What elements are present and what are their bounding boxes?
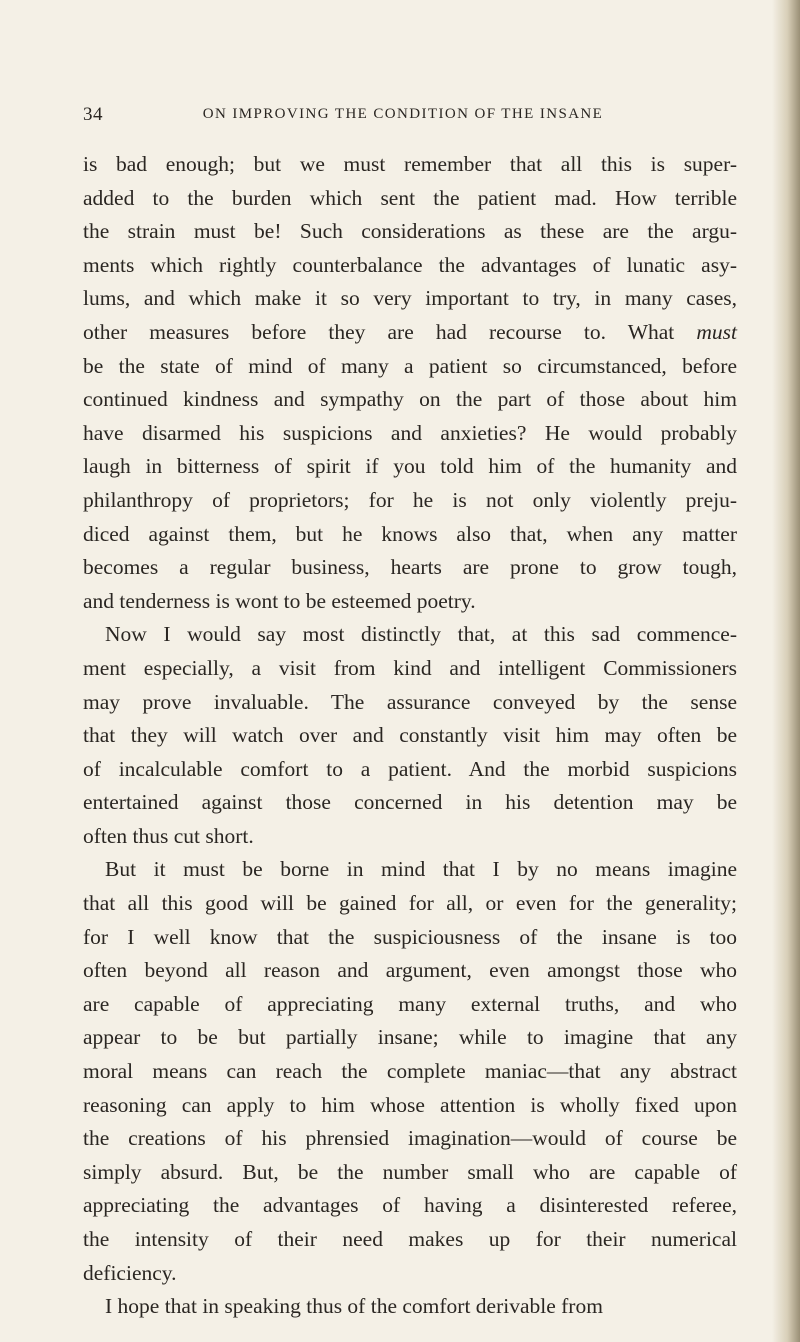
text-line: are capable of appreciating many external truths, and who (83, 991, 737, 1016)
text-line: that all this good will be gained for all, or even for the generality; (83, 891, 737, 916)
text-line: is bad enough; but we must remember that all this is super- (83, 152, 737, 176)
text-line: for I well know that the suspiciousness of the insane is too (83, 924, 737, 949)
text-line: added to the burden which sent the patient mad. How terrible (83, 185, 737, 210)
text-line: other measures before they are had recourse to. What must (83, 319, 737, 344)
text-line: becomes a regular business, hearts are prone to grow tough, (83, 555, 737, 580)
page-number: 34 (83, 104, 103, 125)
page-header (83, 104, 723, 128)
text-line: the strain must be! Such considerations as these are the argu- (83, 219, 737, 244)
text-line: appreciating the advantages of having a disinterested referee, (83, 1193, 737, 1218)
body-text (83, 148, 737, 1324)
text-line: have disarmed his suspicions and anxieties? He would probably (83, 420, 737, 445)
text-line: But it must be borne in mind that I by no means imagine (105, 857, 737, 882)
text-line: Now I would say most distinctly that, at this sad commence- (105, 622, 737, 647)
text-line: diced against them, but he knows also that, when any matter (83, 521, 737, 546)
text-line: simply absurd. But, be the number small who are capable of (83, 1159, 737, 1184)
text-line: and tenderness is wont to be esteemed poetry. (83, 588, 476, 613)
text-line: may prove invaluable. The assurance conveyed by the sense (83, 689, 737, 714)
text-line: moral means can reach the complete maniac—that any abstract (83, 1059, 737, 1084)
text-line: be the state of mind of many a patient so circumstanced, before (83, 353, 737, 378)
text-line: continued kindness and sympathy on the part of those about him (83, 387, 737, 412)
text-line: deficiency. (83, 1260, 177, 1285)
text-line: of incalculable comfort to a patient. And the morbid suspicions (83, 756, 737, 781)
text-line: the intensity of their need makes up for their numerical (83, 1227, 737, 1251)
text-line: ment especially, a visit from kind and intelligent Commissioners (83, 655, 737, 680)
text-line: reasoning can apply to him whose attention is wholly fixed upon (83, 1092, 737, 1117)
text-line: ments which rightly counterbalance the advantages of lunatic asy- (83, 252, 737, 277)
text-line: lums, and which make it so very important to try, in many cases, (83, 286, 737, 311)
running-head: ON IMPROVING THE CONDITION OF THE INSANE (202, 106, 604, 122)
text-line: the creations of his phrensied imagination—would of course be (83, 1126, 737, 1151)
text-line: laugh in bitterness of spirit if you told him of the humanity and (83, 454, 737, 479)
text-line: entertained against those concerned in his detention may be (83, 790, 737, 815)
text-line: appear to be but partially insane; while to imagine that any (83, 1025, 737, 1050)
text-line: that they will watch over and constantly visit him may often be (83, 723, 737, 748)
text-line: often thus cut short. (83, 823, 254, 848)
page-edge-shadow (772, 0, 800, 1342)
text-line: philanthropy of proprietors; for he is not only violently preju- (83, 487, 737, 512)
text-line: I hope that in speaking thus of the comfort derivable from (105, 1294, 603, 1319)
text-line: often beyond all reason and argument, even amongst those who (83, 958, 737, 983)
